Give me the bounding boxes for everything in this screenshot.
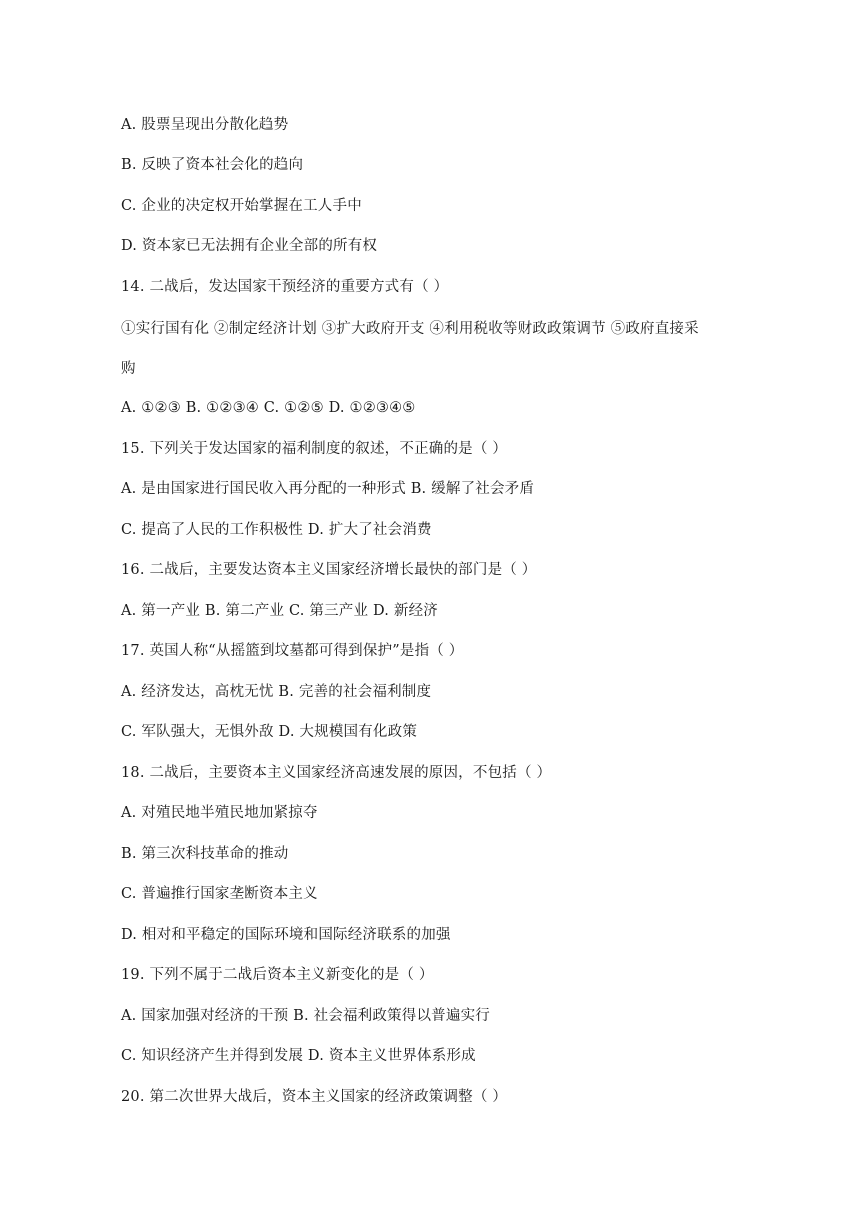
option-18c: C. 普遍推行国家垄断资本主义 — [121, 886, 318, 902]
option-13b: B. 反映了资本社会化的趋向 — [121, 157, 304, 173]
question-14: 14. 二战后，发达国家干预经济的重要方式有（ ） — [121, 279, 449, 295]
question-16-options: A. 第一产业 B. 第二产业 C. 第三产业 D. 新经济 — [121, 603, 439, 619]
question-18: 18. 二战后，主要资本主义国家经济高速发展的原因，不包括（ ） — [121, 765, 552, 781]
option-18a: A. 对殖民地半殖民地加紧掠夺 — [121, 805, 318, 821]
question-20: 20. 第二次世界大战后，资本主义国家的经济政策调整（ ） — [121, 1089, 508, 1105]
option-18b: B. 第三次科技革命的推动 — [121, 846, 289, 862]
question-15-options-cd: C. 提高了人民的工作积极性 D. 扩大了社会消费 — [121, 522, 432, 538]
option-13d: D. 资本家已无法拥有企业全部的所有权 — [121, 238, 378, 254]
question-14-items: ①实行国有化 ②制定经济计划 ③扩大政府开支 ④利用税收等财政政策调节 ⑤政府直接采 — [121, 321, 699, 337]
question-15-options-ab: A. 是由国家进行国民收入再分配的一种形式 B. 缓解了社会矛盾 — [121, 481, 535, 497]
question-15: 15. 下列关于发达国家的福利制度的叙述，不正确的是（ ） — [121, 441, 508, 457]
option-13c: C. 企业的决定权开始掌握在工人手中 — [121, 198, 362, 214]
question-17-options-ab: A. 经济发达，高枕无忧 B. 完善的社会福利制度 — [121, 684, 432, 700]
question-17: 17. 英国人称“从摇篮到坟墓都可得到保护”是指（ ） — [121, 643, 464, 659]
question-17-options-cd: C. 军队强大，无惧外敌 D. 大规模国有化政策 — [121, 724, 418, 740]
question-14-items-continued: 购 — [121, 361, 136, 377]
question-16: 16. 二战后，主要发达资本主义国家经济增长最快的部门是（ ） — [121, 562, 537, 578]
question-19: 19. 下列不属于二战后资本主义新变化的是（ ） — [121, 967, 434, 983]
option-13a: A. 股票呈现出分散化趋势 — [121, 117, 289, 133]
question-14-options: A. ①②③ B. ①②③④ C. ①②⑤ D. ①②③④⑤ — [121, 400, 416, 416]
option-18d: D. 相对和平稳定的国际环境和国际经济联系的加强 — [121, 927, 451, 943]
question-19-options-ab: A. 国家加强对经济的干预 B. 社会福利政策得以普遍实行 — [121, 1008, 490, 1024]
question-19-options-cd: C. 知识经济产生并得到发展 D. 资本主义世界体系形成 — [121, 1048, 476, 1064]
